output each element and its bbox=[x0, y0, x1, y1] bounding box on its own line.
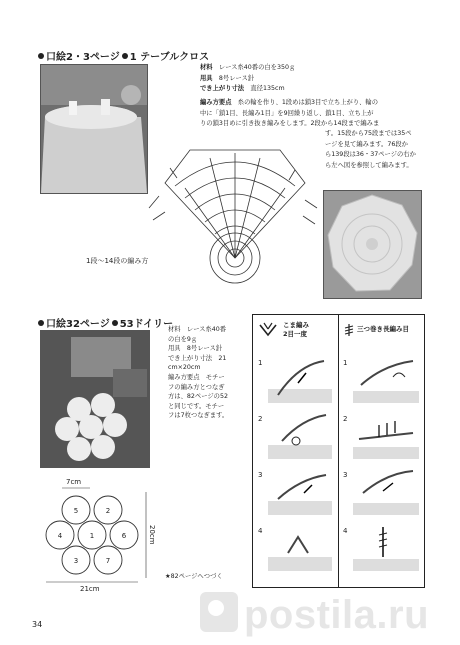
dim-right: 20cm bbox=[148, 525, 156, 545]
continue-note: ★82ページへつづく bbox=[165, 573, 223, 580]
right-step-3: 3 bbox=[341, 467, 421, 523]
motif-label-3: 3 bbox=[73, 557, 79, 565]
spec-size: でき上がり寸法 直径135cm bbox=[200, 85, 285, 92]
legend-divider bbox=[338, 315, 339, 587]
left-step-2: 2 bbox=[256, 411, 336, 467]
section2-specs: 材料 レース糸40番 の白を9ｇ 用具 8号レース針 でき上がり寸法 21 cm×20cm 編み方要点 モチー フの編み方とつなぎ 方は、82ページの52 と同じです。モチー フは7枚つなぎます。 bbox=[168, 326, 229, 420]
doily-motif-diagram bbox=[38, 480, 158, 590]
doily-photo-art bbox=[41, 331, 149, 467]
diagram-caption: 1段〜14段の編み方 bbox=[86, 257, 149, 265]
tablecloth-finished-photo bbox=[323, 190, 422, 299]
legend-left-title: こま編み 2目一度 bbox=[283, 321, 309, 338]
doily-photo bbox=[40, 330, 150, 468]
watermark: postila.ru bbox=[200, 592, 429, 638]
motif-label-5: 5 bbox=[73, 507, 79, 515]
tablecloth-photo-art bbox=[41, 65, 147, 193]
page-number: 34 bbox=[32, 620, 43, 629]
motif-label-2: 2 bbox=[105, 507, 111, 515]
section1-heading: 口絵2・3ページ 1 テーブルクロス bbox=[38, 48, 209, 63]
crochet-chart-1-14 bbox=[145, 138, 320, 298]
left-step-3: 3 bbox=[256, 467, 336, 523]
left-step-1: 1 bbox=[256, 355, 336, 411]
legend-left-steps bbox=[256, 355, 336, 579]
legend-right-steps bbox=[341, 355, 421, 579]
motif-label-6: 6 bbox=[121, 532, 127, 540]
dim-bottom: 21cm bbox=[80, 585, 100, 593]
right-step-1: 1 bbox=[341, 355, 421, 411]
motif-label-1: 1 bbox=[89, 532, 95, 540]
section1-method-cont: す。15段から75段までは35ペ ージを見て編みます。76段か ら139段は36・37ページの右か ら左へ図を参照して編みます。 bbox=[325, 130, 416, 169]
spec-tools: 用具 8号レース針 bbox=[200, 74, 255, 82]
motif-label-7: 7 bbox=[105, 557, 111, 565]
sc2tog-symbol-icon bbox=[258, 321, 278, 339]
section1-method: 編み方要点 糸の輪を作り、1段めは鎖3目で立ち上がり、輪の 中に「鎖1目、長編み1目」を9回繰り返し、鎖1目、立ち上が りの鎖3目めに引き抜き編みをします。2段から14段まで編みま bbox=[200, 99, 380, 127]
postila-logo-icon bbox=[200, 592, 238, 632]
triple-treble-symbol-icon bbox=[343, 323, 355, 337]
motif-label-4: 4 bbox=[57, 532, 63, 540]
section2-heading: 口絵32ページ 53ドイリー bbox=[38, 315, 173, 330]
legend-right-title: 三つ巻き長編み目 bbox=[357, 325, 409, 333]
tablecloth-photo bbox=[40, 64, 148, 194]
left-step-4: 4 bbox=[256, 523, 336, 579]
section1-specs bbox=[200, 63, 390, 95]
right-step-4: 4 bbox=[341, 523, 421, 579]
stitch-legend-box bbox=[252, 314, 425, 588]
dim-top: 7cm bbox=[66, 478, 82, 486]
right-step-2: 2 bbox=[341, 411, 421, 467]
spec-material: 材料 レース糸40番の白を350ｇ bbox=[200, 64, 296, 71]
finished-photo-art bbox=[324, 191, 421, 298]
